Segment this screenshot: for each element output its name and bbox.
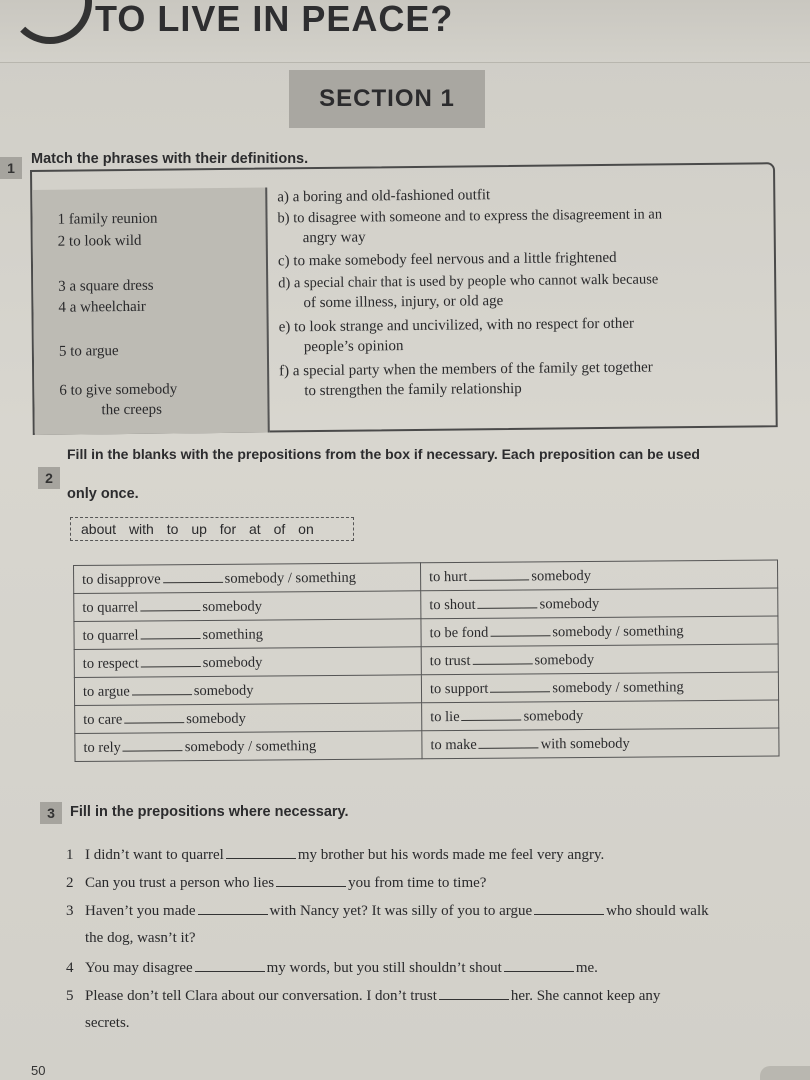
- object-phrase: somebody / something: [224, 569, 357, 587]
- section-heading: [289, 70, 485, 128]
- next-page-edge: [760, 1066, 810, 1080]
- answer-blank[interactable]: [124, 710, 184, 723]
- sentence-number: 2: [66, 875, 74, 891]
- section-label: SECTION 1: [319, 85, 455, 112]
- left-cell: [75, 731, 422, 762]
- right-cell: [422, 700, 779, 731]
- answer-blank[interactable]: [198, 902, 268, 915]
- prepositions-table: [73, 559, 780, 762]
- verb-phrase: to shout: [429, 596, 476, 613]
- answer-blank[interactable]: [469, 567, 529, 580]
- sentence-text: me.: [575, 960, 598, 976]
- right-cell: [421, 644, 778, 675]
- verb-phrase: to argue: [82, 683, 130, 700]
- phrase-item: 1 family reunion: [57, 210, 158, 228]
- answer-blank[interactable]: [140, 626, 200, 639]
- verb-phrase: to care: [83, 711, 123, 728]
- right-cell: [421, 616, 778, 647]
- sentence-text: my brother but his words made me feel very angry.: [297, 847, 605, 863]
- definition-item: b) to disagree with someone and to express the disagreement in an: [277, 206, 663, 227]
- object-phrase: somebody: [539, 595, 600, 612]
- answer-blank[interactable]: [163, 569, 223, 582]
- phrase-item-continued: the creeps: [101, 401, 162, 419]
- sentence-text: you from time to time?: [348, 875, 487, 891]
- answer-blank[interactable]: [504, 959, 574, 972]
- answer-blank[interactable]: [439, 987, 509, 1000]
- verb-phrase: to hurt: [429, 568, 468, 585]
- unit-header-band: [0, 0, 810, 63]
- sentence-item: [66, 845, 604, 865]
- right-cell: [421, 588, 778, 619]
- sentence-text: with Nancy yet? It was silly of you to argue: [269, 903, 533, 919]
- definition-item-continued: people’s opinion: [303, 338, 404, 356]
- verb-phrase: to quarrel: [82, 598, 139, 616]
- sentence-text: Can you trust a person who lies: [85, 875, 275, 891]
- answer-blank[interactable]: [195, 959, 265, 972]
- definition-item: f) a special party when the members of the family get together: [279, 359, 653, 380]
- definition-item-continued: angry way: [302, 229, 366, 247]
- definition-item-continued: of some illness, injury, or old age: [303, 293, 504, 312]
- answer-blank[interactable]: [132, 682, 192, 695]
- right-cell: [421, 672, 778, 703]
- object-phrase: somebody / something: [552, 622, 684, 640]
- exercise-2-number: 2: [38, 467, 60, 489]
- verb-phrase: to disapprove: [82, 570, 161, 588]
- preposition-word-box: [70, 517, 354, 541]
- object-phrase: somebody: [534, 651, 595, 668]
- exercise-1-heading: Match the phrases with their definitions.: [31, 151, 309, 167]
- answer-blank[interactable]: [534, 902, 604, 915]
- phrase-item: 4 a wheelchair: [58, 298, 146, 316]
- object-phrase: somebody / something: [552, 678, 684, 696]
- object-phrase: somebody: [202, 598, 262, 615]
- phrase-item: 5 to argue: [58, 343, 119, 360]
- sentence-number: 1: [66, 847, 74, 863]
- phrase-item: 2 to look wild: [57, 232, 142, 250]
- left-cell: [75, 703, 422, 734]
- page-number: 50: [31, 1063, 46, 1078]
- matching-box: [30, 162, 778, 435]
- answer-blank[interactable]: [123, 738, 183, 751]
- answer-blank[interactable]: [462, 707, 522, 720]
- object-phrase: somebody: [193, 682, 254, 699]
- word-item: to: [166, 521, 179, 537]
- answer-blank[interactable]: [226, 846, 296, 859]
- sentence-text: You may disagree: [85, 960, 193, 976]
- left-cell: [74, 675, 421, 706]
- sentence-number: 3: [66, 903, 74, 919]
- sentence-text: who should walk: [606, 903, 709, 919]
- definition-item: d) a special chair that is used by people who cannot walk because: [278, 271, 659, 292]
- definition-item: e) to look strange and uncivilized, with no respect for other: [278, 315, 635, 336]
- word-item: at: [249, 521, 261, 537]
- sentence-text: my words, but you still shouldn’t shout: [266, 960, 502, 976]
- sentence-text: I didn’t want to quarrel: [85, 847, 224, 863]
- definition-item: a) a boring and old-fashioned outfit: [277, 187, 491, 206]
- left-cell: [74, 591, 421, 622]
- exercise-2-heading: Fill in the blanks with the prepositions from the box if necessary. Each preposition can be used: [67, 446, 700, 462]
- object-phrase: somebody: [523, 707, 584, 724]
- object-phrase: somebody: [531, 567, 592, 584]
- word-item: up: [191, 521, 207, 537]
- verb-phrase: to rely: [83, 739, 121, 756]
- sentence-item: [66, 958, 598, 978]
- answer-blank[interactable]: [141, 654, 201, 667]
- sentence-item: [66, 986, 660, 1006]
- word-item: of: [273, 521, 286, 537]
- answer-blank[interactable]: [276, 874, 346, 887]
- word-item: about: [81, 521, 117, 537]
- verb-phrase: to be fond: [429, 624, 489, 641]
- verb-phrase: to make: [430, 736, 477, 753]
- exercise-3-heading: Fill in the prepositions where necessary.: [70, 804, 349, 820]
- exercise-3-number: 3: [40, 802, 62, 824]
- object-phrase: somebody: [202, 654, 263, 671]
- right-cell: [420, 560, 777, 591]
- answer-blank[interactable]: [472, 651, 532, 664]
- sentence-number: 5: [66, 988, 74, 1004]
- verb-phrase: to respect: [82, 654, 139, 672]
- exercise-1-number: 1: [0, 157, 22, 179]
- verb-phrase: to trust: [429, 652, 471, 669]
- answer-blank[interactable]: [490, 679, 550, 692]
- answer-blank[interactable]: [490, 623, 550, 636]
- sentence-item: [66, 873, 486, 893]
- object-phrase: something: [202, 626, 264, 643]
- word-item: for: [219, 521, 237, 537]
- answer-blank[interactable]: [478, 595, 538, 608]
- exercise-2-heading-line2: only once.: [67, 486, 139, 502]
- sentence-text: Haven’t you made: [85, 903, 196, 919]
- verb-phrase: to quarrel: [82, 626, 139, 644]
- table-row: [75, 728, 779, 762]
- unit-title: TO LIVE IN PEACE?: [95, 0, 454, 39]
- verb-phrase: to support: [429, 680, 489, 697]
- sentence-item: [66, 901, 709, 921]
- verb-phrase: to lie: [430, 708, 460, 725]
- object-phrase: somebody: [186, 710, 246, 727]
- sentence-continued: secrets.: [85, 1015, 130, 1031]
- phrase-item: 3 a square dress: [58, 277, 154, 295]
- left-cell: [74, 619, 421, 650]
- sentence-continued: the dog, wasn’t it?: [85, 930, 196, 946]
- word-item: with: [128, 521, 154, 537]
- definition-item: c) to make somebody feel nervous and a little frightened: [277, 249, 617, 270]
- phrase-item: 6 to give somebody: [59, 381, 178, 399]
- right-cell: [422, 728, 779, 759]
- object-phrase: somebody / something: [184, 737, 317, 755]
- object-phrase: with somebody: [540, 735, 630, 752]
- answer-blank[interactable]: [479, 735, 539, 748]
- definition-item-continued: to strengthen the family relationship: [304, 380, 522, 400]
- unit-number-graphic: [8, 0, 92, 44]
- sentence-number: 4: [66, 960, 74, 976]
- left-cell: [74, 563, 421, 594]
- left-cell: [74, 647, 421, 678]
- word-item: on: [298, 521, 314, 537]
- answer-blank[interactable]: [140, 598, 200, 611]
- sentence-text: her. She cannot keep any: [510, 988, 661, 1004]
- sentence-text: Please don’t tell Clara about our conversation. I don’t trust: [85, 988, 437, 1004]
